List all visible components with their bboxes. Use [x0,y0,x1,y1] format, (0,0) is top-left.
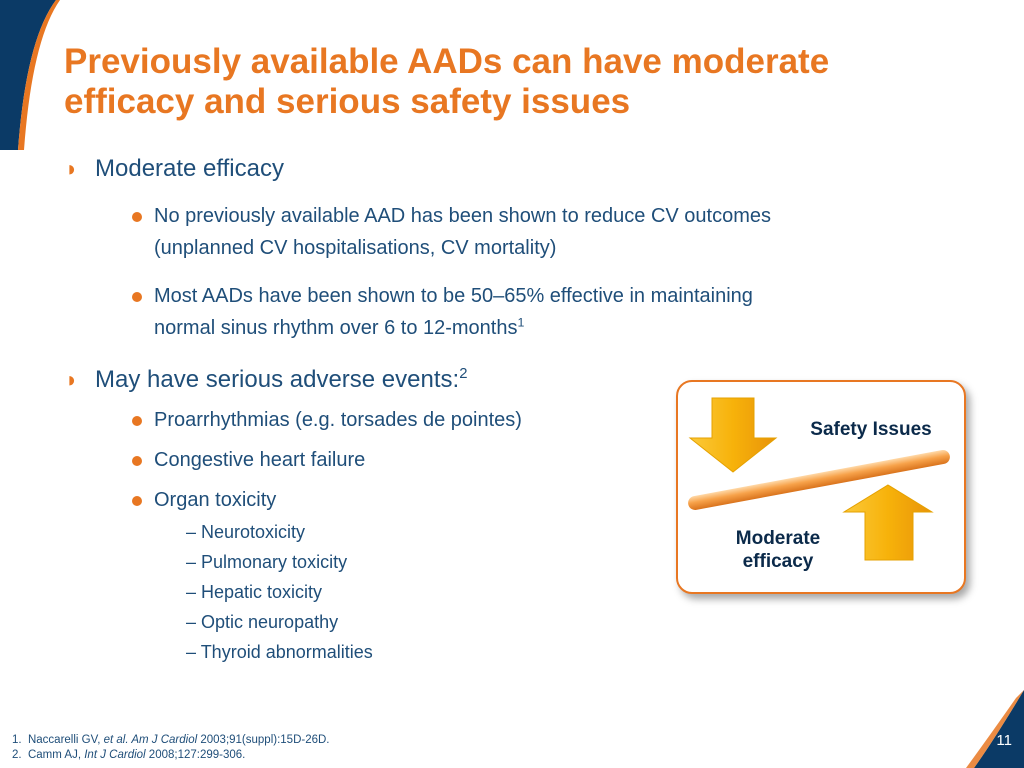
sub-bullet-line: (unplanned CV hospitalisations, CV mortality) [154,237,557,259]
slide-title [64,42,964,122]
reference-author: Camm AJ, [27,749,82,761]
sub-bullet-chf [154,444,365,476]
sub-bullet-effectiveness [154,280,753,344]
reference-number: 2. [12,749,22,761]
safety-issues-label: Safety Issues [810,419,932,440]
toxicity-text: Thyroid abnormalities [200,642,373,662]
toxicity-text: Hepatic toxicity [201,582,323,602]
title-line-2: efficacy and serious safety issues [64,82,631,121]
sub-bullet-text: Proarrhythmias (e.g. torsades de pointes) [154,409,522,431]
sub-bullet-line: Most AADs have been shown to be 50–65% effective in maintaining [154,285,753,307]
reference-journal: Int J Cardiol [84,749,146,761]
bullet-marker-icon: ◗ [65,367,79,392]
bullet-text: May have serious adverse events: [95,366,460,393]
bottom-right-corner-decoration [964,690,1024,768]
title-line-1: Previously available AADs can have moderate [64,42,830,81]
toxicity-item: – Hepatic toxicity [186,582,323,602]
sub-bullet-proarrhythmias [154,404,522,436]
efficacy-label-line: efficacy [742,551,814,572]
reference-superscript: 2 [459,366,468,382]
reference-superscript: 1 [517,315,525,330]
balance-diagram [676,380,966,594]
sub-bullet-cv-outcomes [154,200,771,264]
reference-journal: et al. Am J Cardiol [103,734,198,746]
reference-author: Naccarelli GV, [27,734,101,746]
bullet-dot-icon [132,292,142,302]
bullet-dot-icon [132,416,142,426]
down-arrow-icon [690,398,776,472]
reference-2 [12,748,330,763]
sub-bullet-text: normal sinus rhythm over 6 to 12-months [154,317,518,339]
reference-citation: 2003;91(suppl):15D-26D. [200,734,330,746]
toxicity-text: Pulmonary toxicity [201,552,348,572]
toxicity-text: Optic neuropathy [201,612,339,632]
references [12,733,330,763]
bullet-dot-icon [132,496,142,506]
sub-bullet-organ-toxicity [154,484,276,516]
sub-bullet-text: Organ toxicity [154,489,277,511]
bullet-dot-icon [132,456,142,466]
top-left-corner-decoration [0,0,60,150]
bullet-moderate-efficacy [65,155,284,183]
up-arrow-icon [844,485,932,560]
moderate-efficacy-label [708,527,848,573]
toxicity-text: Neurotoxicity [201,522,306,542]
toxicity-item: – Optic neuropathy [186,612,339,632]
bullet-marker-icon: ◗ [65,156,79,181]
toxicity-item: – Thyroid abnormalities [186,642,373,662]
toxicity-item: – Pulmonary toxicity [186,552,348,572]
reference-number: 1. [12,734,22,746]
reference-1 [12,733,330,748]
toxicity-item: – Neurotoxicity [186,522,306,542]
bullet-text: Moderate efficacy [95,155,284,182]
reference-citation: 2008;127:299-306. [148,749,246,761]
bullet-adverse-events [65,366,468,394]
bullet-dot-icon [132,212,142,222]
sub-bullet-line [154,312,753,344]
sub-bullet-text: Congestive heart failure [154,449,366,471]
efficacy-label-line: Moderate [735,528,821,549]
page-number: 11 [996,732,1012,749]
sub-bullet-line: No previously available AAD has been shown to reduce CV outcomes [154,205,772,227]
